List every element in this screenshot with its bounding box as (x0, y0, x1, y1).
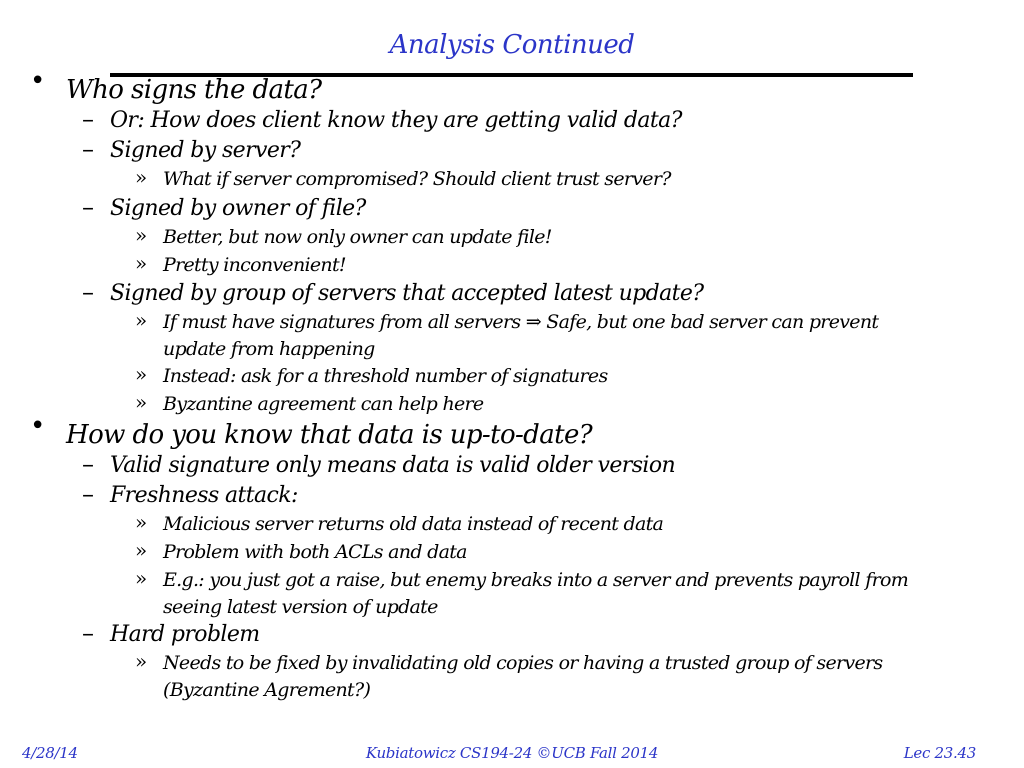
sub-bullet-client-valid: Or: How does client know they are getting valid data? (110, 108, 682, 133)
raquo-marker: » (135, 308, 148, 332)
dash-marker: – (82, 278, 94, 306)
slide-title: Analysis Continued (389, 30, 635, 60)
sub-bullet-valid-signature: Valid signature only means data is valid older version (110, 453, 676, 478)
raquo-marker: » (135, 223, 148, 247)
raquo-marker: » (135, 362, 148, 386)
detail-owner-update: Better, but now only owner can update file! (163, 226, 552, 248)
raquo-marker: » (135, 649, 148, 673)
bullet-marker: • (30, 66, 46, 96)
raquo-marker: » (135, 165, 148, 189)
raquo-marker: » (135, 538, 148, 562)
detail-all-signatures: If must have signatures from all servers ⇒ Safe, but one bad server can prevent (163, 311, 879, 333)
detail-raise-example-cont: seeing latest version of update (163, 596, 438, 618)
detail-invalidating: Needs to be fixed by invalidating old copies or having a trusted group of servers (163, 652, 883, 674)
bullet-who-signs: Who signs the data? (66, 75, 322, 105)
sub-bullet-signed-owner: Signed by owner of file? (110, 196, 366, 221)
detail-invalidating-cont: (Byzantine Agrement?) (163, 679, 371, 701)
detail-inconvenient: Pretty inconvenient! (163, 254, 346, 276)
sub-bullet-freshness: Freshness attack: (110, 483, 298, 508)
raquo-marker: » (135, 510, 148, 534)
detail-all-signatures-cont: update from happening (163, 338, 375, 360)
detail-threshold: Instead: ask for a threshold number of signatures (163, 365, 608, 387)
sub-bullet-hard-problem: Hard problem (110, 622, 260, 647)
footer-date: 4/28/14 (22, 744, 78, 762)
detail-byzantine: Byzantine agreement can help here (163, 393, 484, 415)
raquo-marker: » (135, 390, 148, 414)
sub-bullet-signed-server: Signed by server? (110, 138, 301, 163)
dash-marker: – (82, 193, 94, 221)
dash-marker: – (82, 135, 94, 163)
raquo-marker: » (135, 251, 148, 275)
bullet-marker: • (30, 411, 46, 441)
detail-server-compromised: What if server compromised? Should client trust server? (163, 168, 671, 190)
dash-marker: – (82, 105, 94, 133)
dash-marker: – (82, 619, 94, 647)
dash-marker: – (82, 480, 94, 508)
footer-course: Kubiatowicz CS194-24 ©UCB Fall 2014 (365, 744, 659, 762)
raquo-marker: » (135, 566, 148, 590)
bullet-up-to-date: How do you know that data is up-to-date? (66, 420, 593, 450)
sub-bullet-group-servers: Signed by group of servers that accepted latest update? (110, 281, 704, 306)
detail-raise-example: E.g.: you just got a raise, but enemy breaks into a server and prevents payroll from (163, 569, 909, 591)
footer-lecture-number: Lec 23.43 (903, 744, 976, 762)
detail-acls-data: Problem with both ACLs and data (163, 541, 467, 563)
dash-marker: – (82, 450, 94, 478)
detail-malicious-server: Malicious server returns old data instead of recent data (163, 513, 664, 535)
